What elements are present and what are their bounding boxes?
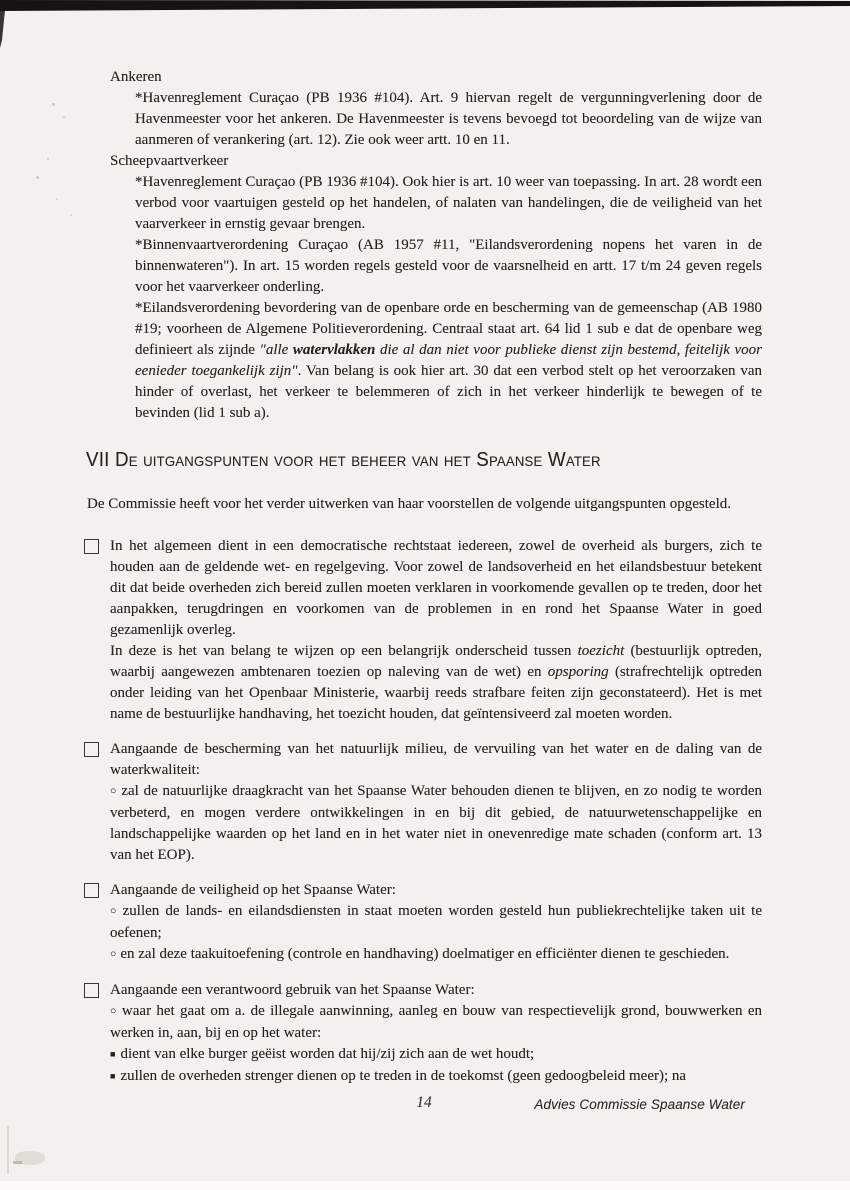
checklist-item	[84, 536, 762, 725]
circle-bullet-icon: ○	[110, 949, 117, 960]
regulation-paragraph: *Eilandsverordening bevordering van de openbare orde en bescherming van de gemeenschap (AB 1980 #19; voorheen de Algemene Politieverordening. Centraal staat art. 64 lid 1 sub e dat de openbare weg definieert als zijnde "alle watervlakken die al dan niet voor publieke dienst zijn bestemd, feitelijk voor eenieder toegankelijk zijn". Van belang is ook hier art. 30 dat een verbod stelt op het veroorzaken van hinder of overlast, het verkeer te belemmeren of zich in het verkeer hinderlijk te bewegen of te bevinden (lid 1 sub a).	[135, 300, 762, 421]
checklist-item	[84, 739, 762, 866]
group-label-ankeren: Ankeren	[110, 69, 162, 85]
sub-sub-bullet-text: dient van elke burger geëist worden dat hij/zij zich aan de wet houdt;	[120, 1046, 535, 1062]
regulation-paragraph: *Havenreglement Curaçao (PB 1936 #104). Ook hier is art. 10 weer van toepassing. In art. 28 wordt een verbod voor vaartuigen gesteld op het handelen, of nalaten van handelingen, die de veiligheid van het vaarverkeer in ernstig gevaar brengen.	[135, 174, 762, 232]
sub-bullet-text: waar het gaat om a. de illegale aanwinning, aanleg en bouw van respectievelijk grond, bouwwerken en werken in, aan, bij en op het water:	[110, 1003, 762, 1041]
scan-speck	[63, 116, 65, 118]
scan-speck	[52, 103, 55, 106]
scan-speck	[36, 176, 39, 179]
group-label-scheepvaartverkeer: Scheepvaartverkeer	[110, 153, 229, 169]
checkbox-icon	[84, 983, 99, 998]
regulation-paragraph: *Binnenvaartverordening Curaçao (AB 1957 #11, "Eilandsverordening nopens het varen in de binnenwateren"). In art. 15 worden regels gesteld voor de vaarsnelheid en artt. 17 t/m 24 geven regels voor het vaarverkeer onderling.	[135, 237, 762, 295]
checkbox-icon	[84, 742, 99, 757]
sub-bullet-item	[110, 1001, 762, 1044]
scan-speck	[47, 158, 49, 160]
sub-bullet-item	[110, 781, 762, 866]
checkbox-icon	[84, 883, 99, 898]
sub-bullet-text: zal de natuurlijke draagkracht van het Spaanse Water behouden dienen te blijven, en zo nodig te worden verbeterd, en mogen verdere ontwikkelingen in en bij dit gebied, de natuurwetenschappelijke en landschappelijke waarden op het land en in het water niet in onevenredige mate schaden (conform art. 13 van het EOP).	[110, 783, 762, 863]
item-paragraph: In deze is het van belang te wijzen op een belangrijk onderscheid tussen toezicht (bestuurlijk optreden, waarbij aangewezen ambtenaren toezien op naleving van de wet) en opsporing (strafrechtelijk optreden onder leiding van het Openbaar Ministerie, waarbij reeds strafbare feiten zijn geconstateerd). Het is met name de bestuurlijke handhaving, het toezicht houden, dat geïntensiveerd zal moeten worden.	[110, 643, 763, 722]
regulations-section	[110, 67, 762, 424]
sub-sub-bullet-item	[110, 1044, 762, 1066]
checkbox-icon	[84, 539, 99, 554]
sub-sub-bullet-text: zullen de overheden strenger dienen op te treden in de toekomst (geen gedoogbeleid meer); na	[120, 1068, 687, 1084]
checklist-item	[84, 980, 762, 1088]
footer-credit: Advies Commissie Spaanse Water	[534, 1097, 745, 1112]
heading-title: De uitgangspunten voor het beheer van het Spaanse Water	[114, 449, 601, 471]
scan-speck	[70, 214, 72, 216]
scan-edge-bottom	[0, 1181, 850, 1190]
circle-bullet-icon: ○	[110, 1006, 118, 1017]
sub-bullet-item	[110, 944, 762, 966]
item-paragraph: Aangaande een verantwoord gebruik van het Spaanse Water:	[110, 982, 475, 998]
scan-smudge	[13, 1161, 22, 1164]
circle-bullet-icon: ○	[110, 786, 118, 797]
sub-bullet-text: en zal deze taakuitoefening (controle en handhaving) doelmatiger en efficiënter dienen te geschieden.	[120, 946, 730, 962]
heading-number: VII	[86, 449, 110, 471]
square-bullet-icon: ■	[110, 1070, 116, 1081]
sub-bullet-text: zullen de lands- en eilandsdiensten in staat moeten worden gesteld hun publiekrechtelijke taken uit te oefenen;	[110, 903, 763, 941]
page-number: 14	[416, 1094, 432, 1111]
scan-line-artifact	[7, 1126, 9, 1174]
intro-paragraph: De Commissie heeft voor het verder uitwerken van haar voorstellen de volgende uitgangspunten opgesteld.	[87, 496, 731, 512]
item-paragraph: Aangaande de veiligheid op het Spaanse Water:	[110, 882, 396, 898]
scan-edge-top	[0, 0, 850, 12]
sub-bullet-item	[110, 901, 762, 944]
square-bullet-icon: ■	[110, 1048, 116, 1059]
scan-edge-corner	[0, 0, 6, 48]
circle-bullet-icon: ○	[110, 906, 119, 917]
sub-sub-bullet-item	[110, 1066, 762, 1088]
section-heading	[86, 448, 601, 472]
item-paragraph: Aangaande de bescherming van het natuurlijk milieu, de vervuiling van het water en de daling van de waterkwaliteit:	[110, 741, 762, 778]
checklist-item	[84, 880, 762, 966]
item-paragraph: In het algemeen dient in een democratische rechtstaat iedereen, zowel de overheid als burgers, zich te houden aan de geldende wet- en regelgeving. Voor zowel de landsoverheid en het eilandsbestuur betekent dit dat beide overheden zich bereid zullen moeten verklaren in voorkomende gevallen op te treden, door het aanpakken, terugdringen en voorkomen van de problemen in en rond het Spaanse Water in goed gezamenlijk overleg.	[110, 538, 762, 638]
regulation-paragraph: *Havenreglement Curaçao (PB 1936 #104). Art. 9 hiervan regelt de vergunningverlening door de Havenmeester voor het ankeren. De Havenmeester is tevens bevoegd tot beoordeling van de wijze van aanmeren of verankering (art. 12). Zie ook weer artt. 10 en 11.	[135, 90, 762, 148]
checklist	[84, 536, 762, 1102]
scan-speck	[56, 198, 58, 200]
